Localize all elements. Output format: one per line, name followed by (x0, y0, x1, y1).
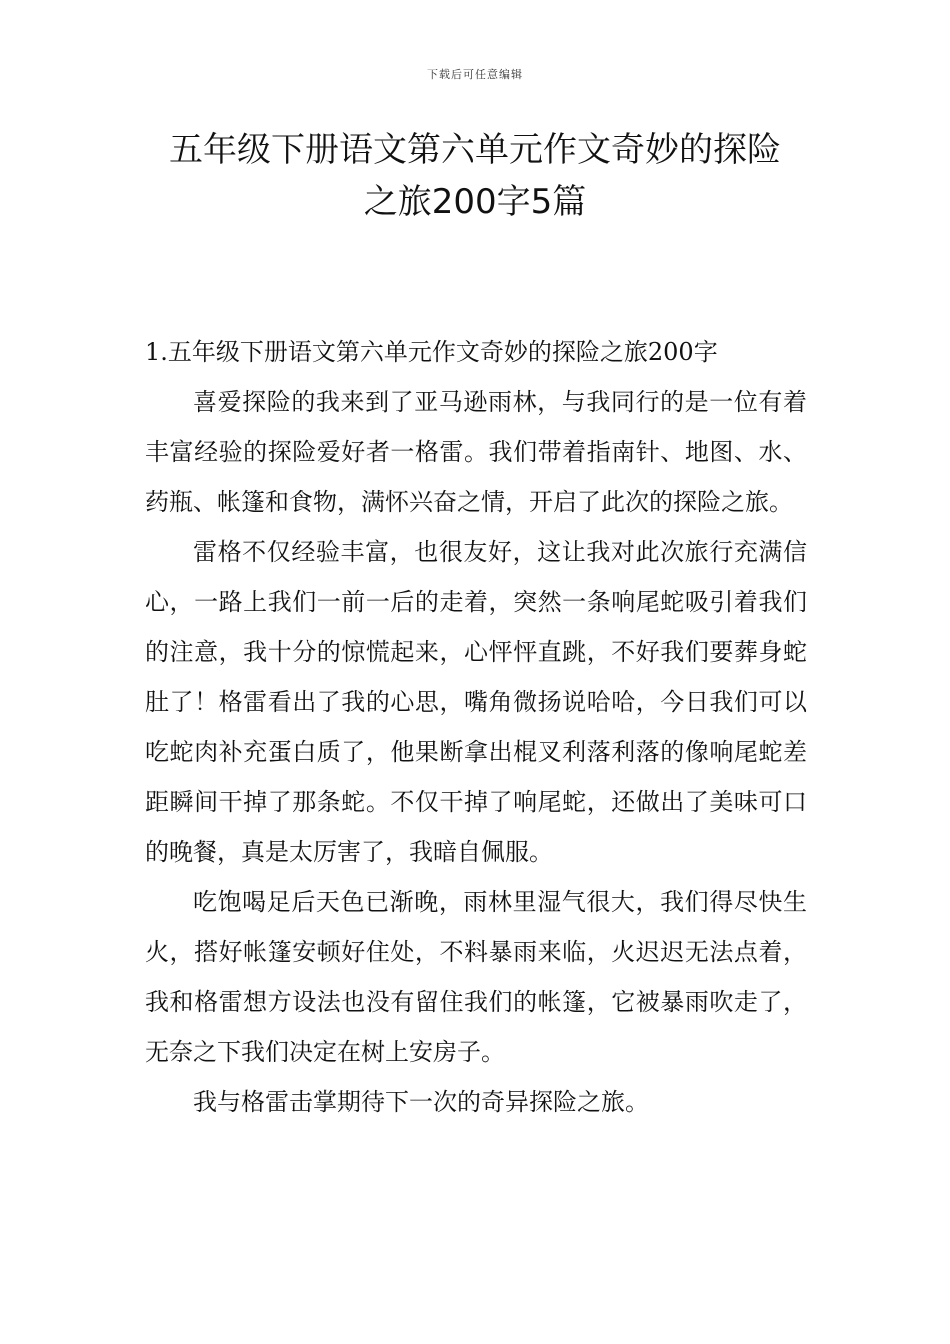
section-heading: 1.五年级下册语文第六单元作文奇妙的探险之旅200字 (145, 338, 718, 366)
document-title (120, 124, 830, 228)
document-body (145, 327, 807, 1127)
paragraph-3: 吃饱喝足后天色已渐晚，雨林里湿气很大，我们得尽快生火，搭好帐篷安顿好住处，不料暴雨来临，火迟迟无法点着，我和格雷想方设法也没有留住我们的帐篷，它被暴雨吹走了，无奈之下我们决定在树上安房子。 (145, 888, 807, 1066)
paragraph-1: 喜爱探险的我来到了亚马逊雨林，与我同行的是一位有着丰富经验的探险爱好者一格雷。我们带着指南针、地图、水、药瓶、帐篷和食物，满怀兴奋之情，开启了此次的探险之旅。 (145, 388, 807, 516)
title-line-2: 之旅200字5篇 (363, 182, 587, 222)
paragraph-2: 雷格不仅经验丰富，也很友好，这让我对此次旅行充满信心，一路上我们一前一后的走着，突然一条响尾蛇吸引着我们的注意，我十分的惊慌起来，心怦怦直跳，不好我们要葬身蛇肚了！格雷看出了我的心思，嘴角微扬说哈哈，今日我们可以吃蛇肉补充蛋白质了，他果断拿出棍叉利落利落的像响尾蛇差距瞬间干掉了那条蛇。不仅干掉了响尾蛇，还做出了美味可口的晚餐，真是太厉害了，我暗自佩服。 (145, 538, 807, 866)
header-note: 下载后可任意编辑 (427, 68, 523, 81)
title-line-1: 五年级下册语文第六单元作文奇妙的探险 (169, 130, 781, 170)
paragraph-4: 我与格雷击掌期待下一次的奇异探险之旅。 (193, 1088, 649, 1116)
